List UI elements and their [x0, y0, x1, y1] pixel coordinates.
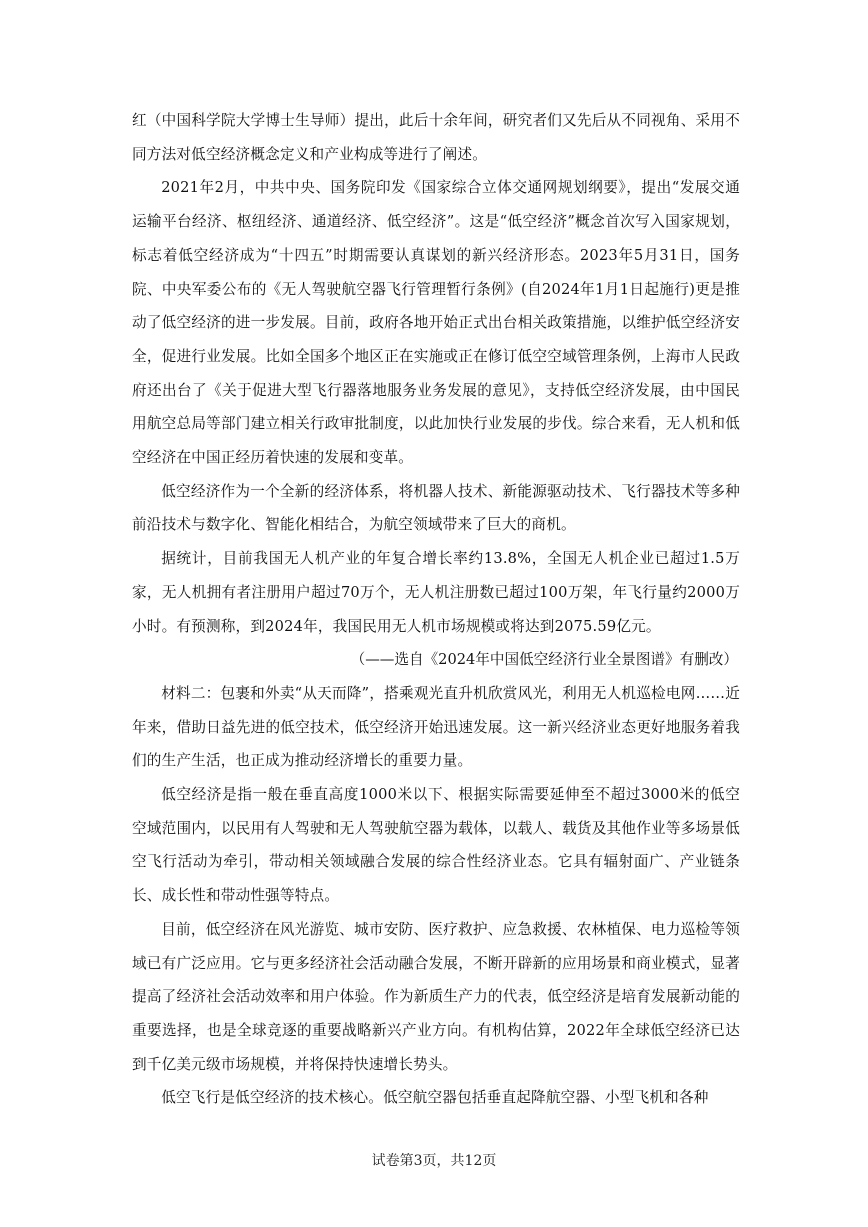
source-citation: （——选自《2024年中国低空经济行业全景图谱》有删改） — [350, 651, 738, 669]
paragraph-policy-history: 2021年2月，中共中央、国务院印发《国家综合立体交通网规划纲要》，提出“发展交通运输平台经济、枢纽经济、通道经济、低空经济”。这是“低空经济”概念首次写入国家规划，标志着低空经济成为“十四五”时期需要认真谋划的新兴经济形态。2023年5月31日，国务院、中央军委公布的《无人驾驶航空器飞行管理暂行条例》(自2024年1月1日起施行)更是推动了低空经济的进一步发展。目前，政府各地开始正式出台相关政策措施，以维护低空经济安全，促进行业发展。比如全国多个地区正在实施或正在修订低空空域管理条例，上海市人民政府还出台了《关于促进大型飞行器落地服务业务发展的意见》，支持低空经济发展，由中国民用航空总局等部门建立相关行政审批制度，以此加快行业发展的步伐。综合来看，无人机和低空经济在中国正经历着快速的发展和变革。 — [132, 179, 740, 467]
paragraph-statistics: 据统计，目前我国无人机产业的年复合增长率约13.8%，全国无人机企业已超过1.5万家，无人机拥有者注册用户超过70万个，无人机注册数已超过100万架，年飞行量约2000万小时。有预测称，到2024年，我国民用无人机市场规模或将达到2075.59亿元。 — [132, 550, 740, 635]
paragraph-continuation: 红（中国科学院大学博士生导师）提出，此后十余年间，研究者们又先后从不同视角、采用不同方法对低空经济概念定义和产业构成等进行了阐述。 — [132, 112, 740, 163]
paragraph-technology-core: 低空飞行是低空经济的技术核心。低空航空器包括垂直起降航空器、小型飞机和各种 — [161, 1089, 709, 1107]
paragraph-material-two: 材料二：包裹和外卖“从天而降”，搭乘观光直升机欣赏风光，利用无人机巡检电网……近年来，借助日益先进的低空技术，低空经济开始迅速发展。这一新兴经济业态更好地服务着我们的生产生活，也正成为推动经济增长的重要力量。 — [132, 684, 740, 770]
page-footer: 试卷第3页，共12页 — [371, 1153, 497, 1169]
document-body — [132, 104, 740, 1115]
paragraph-definition: 低空经济是指一般在垂直高度1000米以下、根据实际需要延伸至不超过3000米的低空空域范围内，以民用有人驾驶和无人驾驶航空器为载体，以载人、载货及其他作业等多场景低空飞行活动为牵引，带动相关领域融合发展的综合性经济业态。它具有辐射面广、产业链条长、成长性和带动性强等特点。 — [132, 786, 740, 905]
paragraph-applications: 目前，低空经济在风光游览、城市安防、医疗救护、应急救援、农林植保、电力巡检等领域已有广泛应用。它与更多经济社会活动融合发展，不断开辟新的应用场景和商业模式，显著提高了经济社会活动效率和用户体验。作为新质生产力的代表，低空经济是培育发展新动能的重要选择，也是全球竞逐的重要战略新兴产业方向。有机构估算，2022年全球低空经济已达到千亿美元级市场规模，并将保持快速增长势头。 — [132, 920, 740, 1073]
paragraph-economic-system: 低空经济作为一个全新的经济体系，将机器人技术、新能源驱动技术、飞行器技术等多种前沿技术与数字化、智能化相结合，为航空领域带来了巨大的商机。 — [132, 482, 740, 534]
